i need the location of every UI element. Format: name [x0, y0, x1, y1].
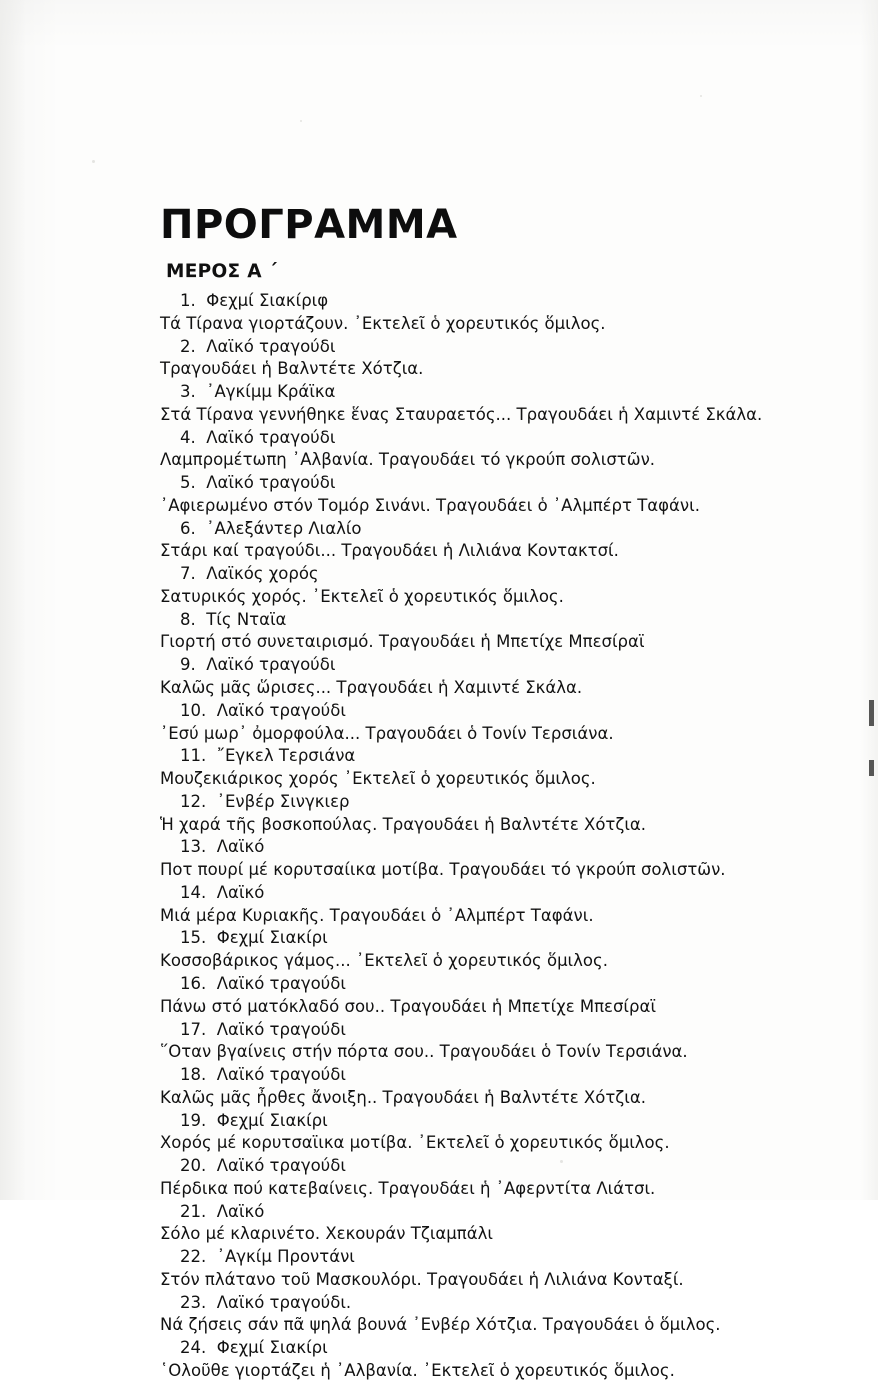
item-description: Τά Τίρανα γιορτάζουν. ᾿Εκτελεῖ ὁ χορευτικός ὅμιλος.: [160, 313, 606, 333]
list-item: [160, 563, 820, 609]
scan-speck: [92, 160, 95, 163]
item-title: 5. Λαϊκό τραγούδι: [180, 473, 336, 493]
item-description: Νά ζήσεις σάν πᾶ ψηλά βουνά ᾿Ενβέρ Χότζια. Τραγουδάει ὁ ὅμιλος.: [160, 1315, 721, 1335]
item-description: Στάρι καί τραγούδι... Τραγουδάει ἡ Λιλιάνα Κοντακτσί.: [160, 541, 619, 561]
item-description: Καλῶς μᾶς ὥρισες... Τραγουδάει ἡ Χαμιντέ Σκάλα.: [160, 678, 583, 698]
scan-speck: [700, 95, 702, 97]
item-title: 1. Φεχμί Σιακίριφ: [180, 291, 329, 310]
item-title: 7. Λαϊκός χορός: [180, 564, 319, 584]
list-item: [160, 609, 820, 655]
list-item: [160, 1246, 820, 1292]
item-description: Ἡ χαρά τῆς βοσκοπούλας. Τραγουδάει ἡ Βαλντέτε Χότζια.: [160, 814, 647, 834]
list-item: [160, 654, 820, 700]
item-description: Μιά μέρα Κυριακῆς. Τραγουδάει ὁ ᾿Αλμπέρτ Ταφάνι.: [160, 905, 594, 925]
item-title: 3. ᾿Αγκίμμ Κράϊκα: [180, 382, 336, 402]
item-title: 19. Φεχμί Σιακίρι: [180, 1110, 328, 1130]
list-item: [160, 1110, 820, 1156]
page-left-shadow: [0, 0, 26, 1200]
item-description: Πέρδικα πού κατεβαίνεις. Τραγουδάει ἡ ᾿Αφερντίτα Λιάτσι.: [160, 1178, 656, 1198]
list-item: [160, 427, 820, 473]
item-title: 16. Λαϊκό τραγούδι: [180, 973, 346, 993]
item-title: 21. Λαϊκό: [180, 1201, 265, 1221]
item-description: Στόν πλάτανο τοῦ Μασκουλόρι. Τραγουδάει ἡ Λιλιάνα Κονταξί.: [160, 1269, 684, 1289]
item-description: ᾿Εσύ μωρ᾿ ὀμορφούλα... Τραγουδάει ὁ Τονίν Τερσιάνα.: [160, 723, 614, 743]
item-title: 8. Τίς Νταϊα: [180, 609, 287, 629]
item-description: ᾿Αφιερωμένο στόν Τομόρ Σινάνι. Τραγουδάει ὁ ᾿Αλμπέρτ Ταφάνι.: [160, 495, 700, 515]
list-item: [160, 336, 820, 382]
item-description: Μουζεκιάρικος χορός ᾿Εκτελεῖ ὁ χορευτικός ὅμιλος.: [160, 769, 596, 789]
list-item: [160, 700, 820, 746]
item-description: Ποτ πουρί μέ κορυτσαίικα μοτίβα. Τραγουδάει τό γκρούπ σολιστῶν.: [160, 860, 726, 880]
item-title: 9. Λαϊκό τραγούδι: [180, 655, 336, 675]
item-description: Καλῶς μᾶς ἦρθες ἄνοιξη.. Τραγουδάει ἡ Βαλντέτε Χότζια.: [160, 1087, 646, 1107]
item-title: 14. Λαϊκό: [180, 882, 265, 902]
list-item: [160, 290, 820, 336]
item-title: 4. Λαϊκό τραγούδι: [180, 427, 336, 447]
list-item: [160, 836, 820, 882]
page-right-shadow: [860, 0, 878, 1200]
item-title: 13. Λαϊκό: [180, 837, 265, 857]
item-title: 23. Λαϊκό τραγούδι.: [180, 1292, 352, 1312]
list-item: [160, 973, 820, 1019]
item-description: Σατυρικός χορός. ᾿Εκτελεῖ ὁ χορευτικός ὅμιλος.: [160, 586, 564, 606]
item-title: 15. Φεχμί Σιακίρι: [180, 928, 328, 948]
item-description: ῞Οταν βγαίνεις στήν πόρτα σου.. Τραγουδάει ὁ Τονίν Τερσιάνα.: [160, 1042, 688, 1062]
page-edge-mark: [869, 760, 874, 776]
list-item: [160, 518, 820, 564]
page-edge-mark: [869, 700, 874, 726]
list-item: [160, 882, 820, 928]
item-title: 10. Λαϊκό τραγούδι: [180, 700, 346, 720]
list-item: [160, 927, 820, 973]
program-list: [160, 290, 820, 1383]
item-title: 17. Λαϊκό τραγούδι: [180, 1019, 346, 1039]
item-title: 12. ᾿Ενβέρ Σινγκιερ: [180, 791, 350, 811]
item-title: 18. Λαϊκό τραγούδι: [180, 1065, 346, 1085]
program-content: [160, 202, 820, 1383]
item-description: Λαμπρομέτωπη ᾿Αλβανία. Τραγουδάει τό γκρούπ σολιστῶν.: [160, 450, 656, 470]
item-description: Πάνω στό ματόκλαδό σου.. Τραγουδάει ἡ Μπετίχε Μπεσίραϊ: [160, 996, 656, 1016]
page-title: ΠΡΟΓΡΑΜΜΑ: [160, 202, 458, 248]
item-title: 2. Λαϊκό τραγούδι: [180, 336, 336, 356]
item-description: ῾Ολοῦθε γιορτάζει ἡ ᾿Αλβανία. ᾿Εκτελεῖ ὁ χορευτικός ὅμιλος.: [160, 1360, 675, 1380]
item-description: Γιορτή στό συνεταιρισμό. Τραγουδάει ἡ Μπετίχε Μπεσίραϊ: [160, 632, 645, 652]
scan-speck: [300, 120, 302, 122]
item-title: 11. ῎Εγκελ Τερσιάνα: [180, 746, 356, 766]
item-description: Χορός μέ κορυτσαϊικα μοτίβα. ᾿Εκτελεῖ ὁ χορευτικός ὅμιλος.: [160, 1133, 670, 1153]
item-title: 22. ᾿Αγκίμ Προντάνι: [180, 1247, 355, 1267]
list-item: [160, 472, 820, 518]
section-heading: ΜΕΡΟΣ Α ´: [166, 261, 279, 282]
item-description: Στά Τίρανα γεννήθηκε ἕνας Σταυραετός... Τραγουδάει ἡ Χαμιντέ Σκάλα.: [160, 404, 763, 424]
item-description: Κοσσοβάρικος γάμος... ᾿Εκτελεῖ ὁ χορευτικός ὅμιλος.: [160, 951, 608, 971]
item-description: Σόλο μέ κλαρινέτο. Χεκουράν Τζιαμπάλι: [160, 1224, 493, 1244]
list-item: [160, 381, 820, 427]
list-item: [160, 791, 820, 837]
list-item: [160, 1019, 820, 1065]
list-item: [160, 1155, 820, 1201]
item-title: 6. ᾿Αλεξάντερ Λιαλίο: [180, 518, 362, 538]
item-title: 20. Λαϊκό τραγούδι: [180, 1156, 346, 1176]
list-item: [160, 745, 820, 791]
item-description: Τραγουδάει ἡ Βαλντέτε Χότζια.: [160, 359, 424, 379]
list-item: [160, 1064, 820, 1110]
item-title: 24. Φεχμί Σιακίρι: [180, 1338, 328, 1358]
list-item: [160, 1337, 820, 1383]
list-item: [160, 1292, 820, 1338]
list-item: [160, 1201, 820, 1247]
